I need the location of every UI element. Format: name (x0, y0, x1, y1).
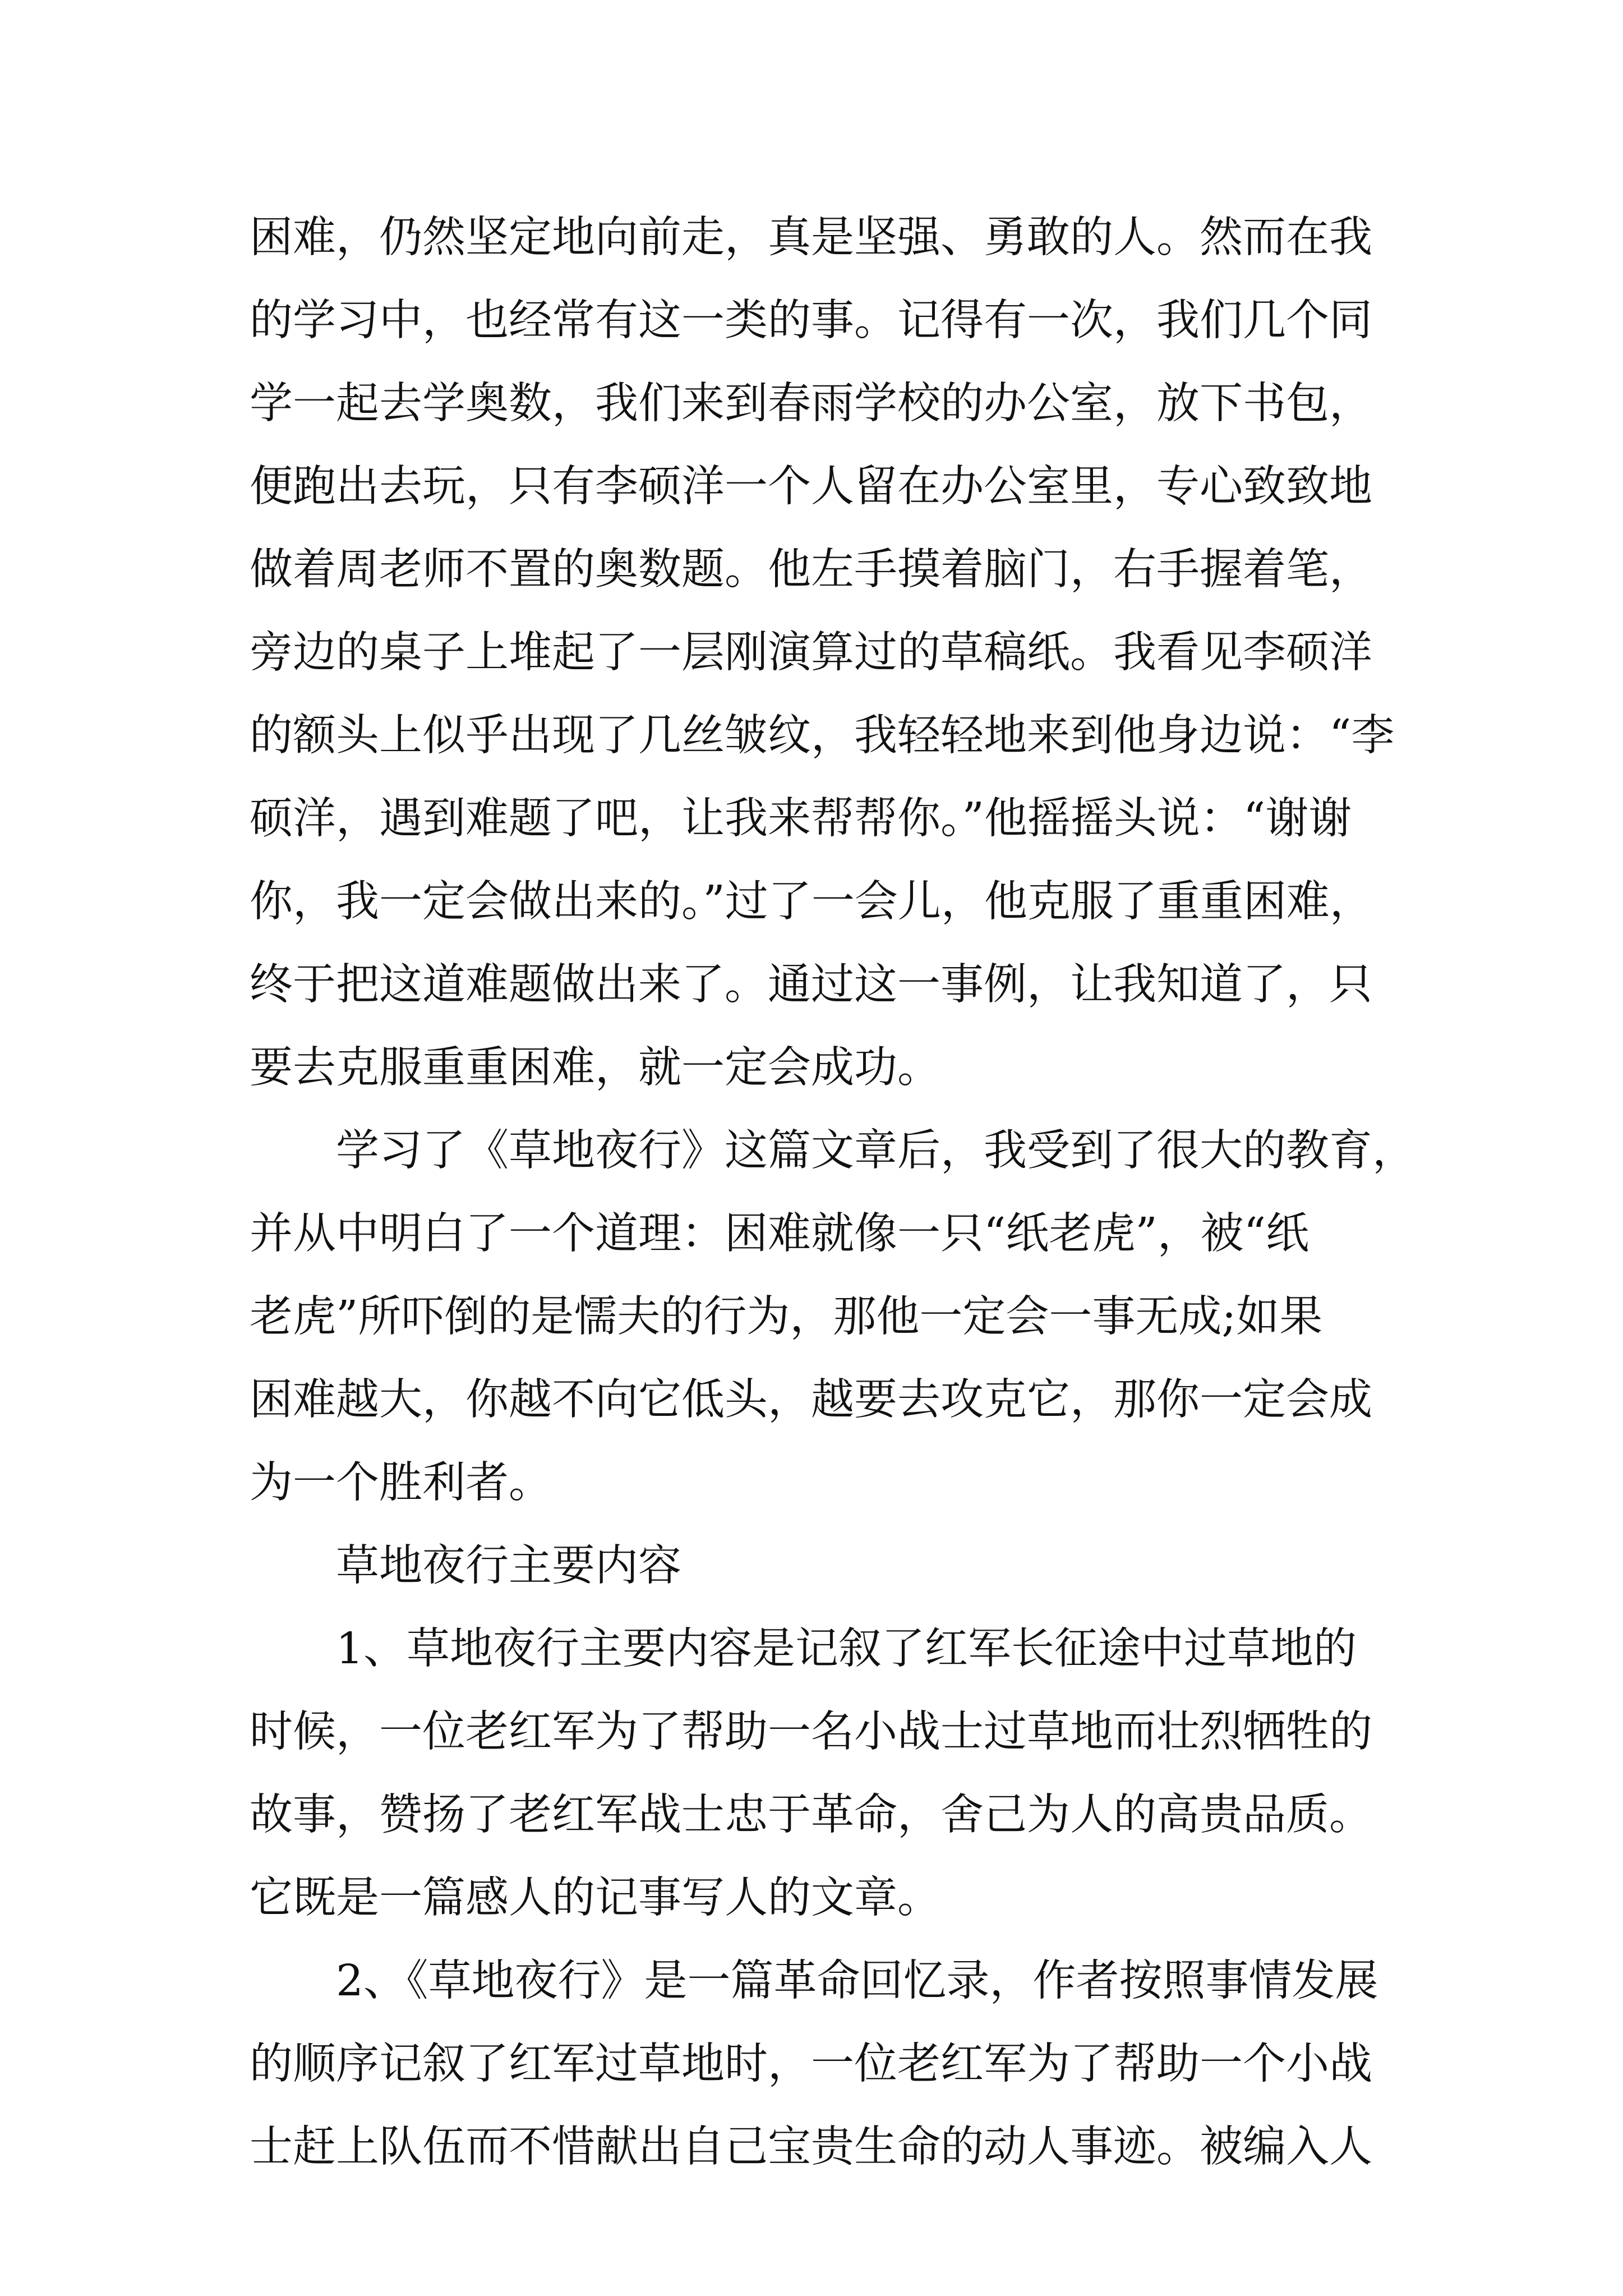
text-line: 2、《草地夜行》是一篇革命回忆录，作者按照事情发展 (336, 1956, 1378, 2006)
text-line: 旁边的桌子上堆起了一层刚演算过的草稿纸。我看见李硕洋 (250, 628, 1372, 678)
text-line: 便跑出去玩，只有李硕洋一个人留在办公室里，专心致致地 (250, 462, 1372, 512)
text-line: 1、草地夜行主要内容是记叙了红军长征途中过草地的 (336, 1624, 1357, 1674)
text-line: 为一个胜利者。 (250, 1458, 552, 1508)
text-line: 故事，赞扬了老红军战士忠于革命，舍己为人的高贵品质。 (250, 1790, 1372, 1840)
text-line: 它既是一篇感人的记事写人的文章。 (250, 1873, 940, 1923)
paragraph-reflection (250, 1110, 1415, 1525)
paragraph-continuation (250, 196, 1395, 1110)
text-line: 学习了《草地夜行》这篇文章后，我受到了很大的教育， (336, 1126, 1415, 1176)
section-heading (250, 1525, 1377, 1608)
document-page (250, 196, 1415, 2189)
text-line: 的顺序记叙了红军过草地时，一位老红军为了帮助一个小战 (250, 2039, 1372, 2089)
text-line: 硕洋，遇到难题了吧，让我来帮帮你。”他摇摇头说：“谢谢 (250, 794, 1352, 844)
text-line: 你，我一定会做出来的。”过了一会儿，他克服了重重困难， (250, 877, 1373, 927)
text-line: 困难，仍然坚定地向前走，真是坚强、勇敢的人。然而在我 (250, 213, 1372, 263)
text-line: 老虎”所吓倒的是懦夫的行为，那他一定会一事无成;如果 (250, 1292, 1323, 1342)
text-line: 的额头上似乎出现了几丝皱纹，我轻轻地来到他身边说：“李 (250, 711, 1395, 761)
text-line: 的学习中，也经常有这一类的事。记得有一次，我们几个同 (250, 296, 1372, 346)
heading-text: 草地夜行主要内容 (336, 1541, 681, 1591)
text-line: 时候，一位老红军为了帮助一名小战士过草地而壮烈牺牲的 (250, 1707, 1372, 1757)
text-line: 学一起去学奥数，我们来到春雨学校的办公室，放下书包， (250, 379, 1372, 429)
text-line: 困难越大，你越不向它低头，越要去攻克它，那你一定会成 (250, 1375, 1372, 1425)
text-line: 要去克服重重困难，就一定会成功。 (250, 1043, 940, 1093)
text-line: 做着周老师不置的奥数题。他左手摸着脑门，右手握着笔， (250, 545, 1372, 595)
text-line: 终于把这道难题做出来了。通过这一事例，让我知道了，只 (250, 960, 1372, 1010)
text-line: 并从中明白了一个道理：困难就像一只“纸老虎”，被“纸 (250, 1209, 1310, 1259)
paragraph-item-1 (250, 1608, 1377, 1940)
text-line: 士赶上队伍而不惜献出自己宝贵生命的动人事迹。被编入人 (250, 2122, 1372, 2172)
paragraph-item-2 (250, 1940, 1377, 2189)
